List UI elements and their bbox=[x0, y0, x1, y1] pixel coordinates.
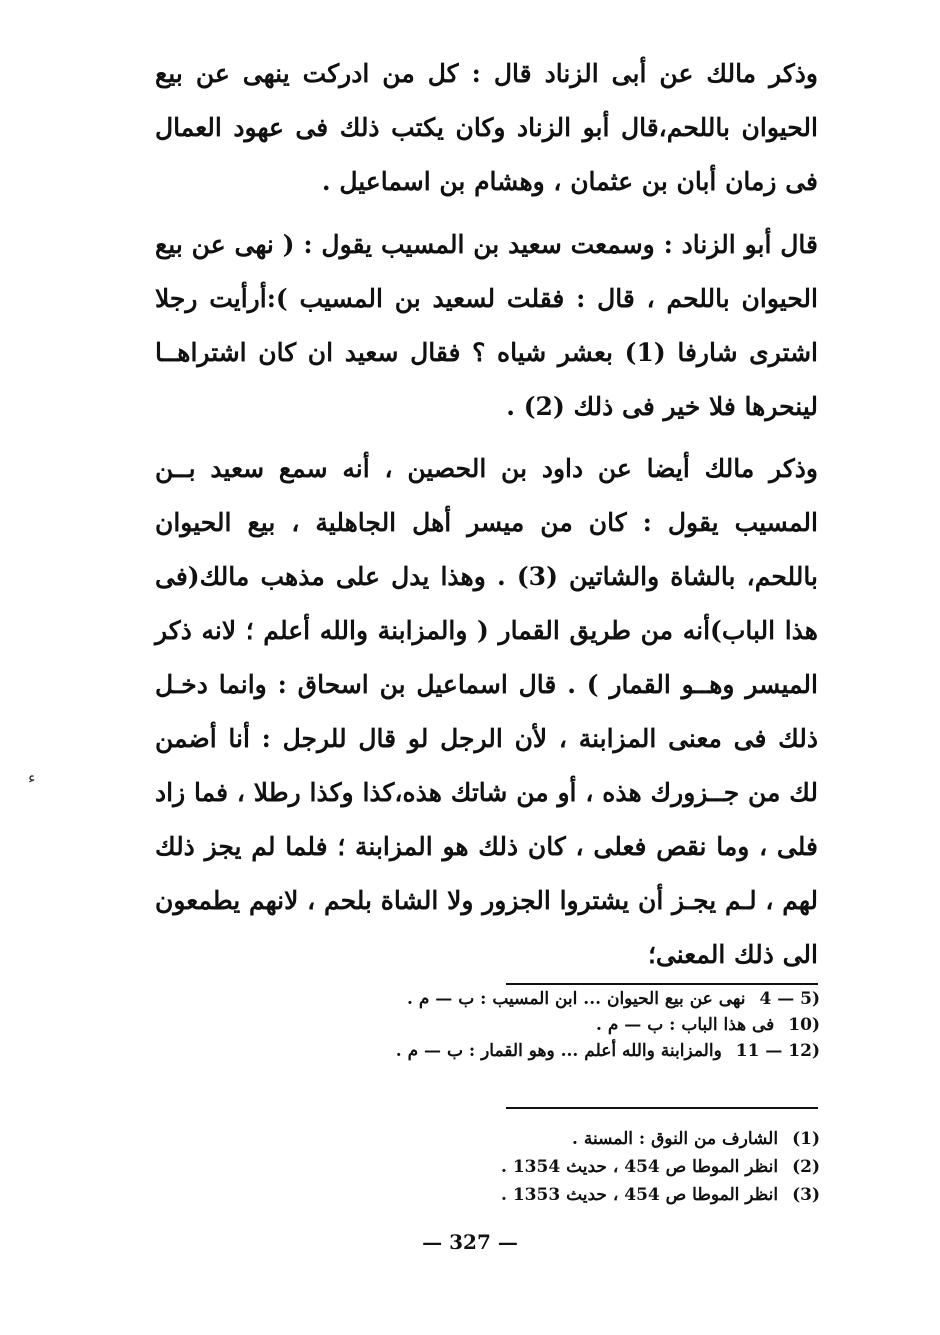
note-text: فى هذا الباب : ب — م . bbox=[596, 1015, 775, 1035]
margin-mark: ء bbox=[28, 768, 36, 787]
footnote-ref: (2) bbox=[792, 1157, 820, 1177]
footnote-text: انظر الموطا ص 454 ، حديث 1354 . bbox=[500, 1157, 779, 1177]
paragraph-1 bbox=[155, 47, 818, 209]
variant-notes bbox=[260, 986, 820, 1064]
footnote bbox=[260, 1153, 820, 1181]
note-text: نهى عن بيع الحيوان ... ابن المسيب : ب — م . bbox=[407, 989, 746, 1009]
paragraph-text: وذكر مالك عن أبى الزناد قال : كل من ادركت ينهى عن بيع الحيوان باللحم،قال أبو الزناد وكان يكتب ذلك فى عهود العمال فى زمان أبان بن عثمان ، وهشام بن اسماعيل . bbox=[155, 59, 818, 196]
footnote-ref: (1) bbox=[792, 1129, 820, 1149]
paragraph-text: قال أبو الزناد : وسمعت سعيد بن المسيب يقول : ( نهى عن بيع الحيوان باللحم ، قال : فقلت لسعيد بن المسيب ):أرأيت رجلا اشترى شارفا (1) بعشر شياه ؟ فقال سعيد ان كان اشتراهــا لينحرها فلا خير فى ذلك (2) . bbox=[155, 230, 818, 421]
variants-divider bbox=[506, 983, 818, 985]
footnote-text: الشارف من النوق : المسنة . bbox=[572, 1129, 779, 1149]
paragraph-3 bbox=[155, 442, 818, 982]
page-number: — 327 — bbox=[422, 1230, 518, 1254]
paragraph-2 bbox=[155, 218, 818, 434]
paragraph-text: وذكر مالك أيضا عن داود بن الحصين ، أنه سمع سعيد بــن المسيب يقول : كان من ميسر أهل الجاهلية ، بيع الحيوان باللحم، بالشاة والشاتين (3) . وهذا يدل على مذهب مالك(فى هذا الباب)أنه من طريق القمار ( والمزابنة والله أعلم ؛ لانه ذكر الميسر وهــو القمار ) . قال اسماعيل بن اسحاق : وانما دخـل ذلك فى معنى المزابنة ، لأن الرجل لو قال للرجل : أنا أضمن لك من جــزورك هذه ، أو من شاتك هذه،كذا وكذا رطلا ، فما زاد فلى ، وما نقص فعلى ، كان ذلك هو المزابنة ؛ فلما لم يجز ذلك لهم ، لـم يجـز أن يشتروا الجزور ولا الشاة بلحم ، لانهم يطمعون الى ذلك المعنى؛ bbox=[155, 454, 818, 969]
footnote-text: انظر الموطا ص 454 ، حديث 1353 . bbox=[500, 1185, 779, 1205]
footnotes-divider bbox=[506, 1107, 818, 1109]
variant-note bbox=[260, 1012, 820, 1038]
note-ref: 4 — 5) bbox=[759, 989, 820, 1009]
variant-note bbox=[260, 986, 820, 1012]
variant-note bbox=[260, 1038, 820, 1064]
note-text: والمزابنة والله أعلم ... وهو القمار : ب — م . bbox=[395, 1041, 722, 1061]
footnotes bbox=[260, 1125, 820, 1209]
footnote bbox=[260, 1181, 820, 1209]
note-ref: 10) bbox=[788, 1015, 820, 1035]
footnote-ref: (3) bbox=[792, 1185, 820, 1205]
footnote bbox=[260, 1125, 820, 1153]
note-ref: 11 — 12) bbox=[735, 1041, 820, 1061]
